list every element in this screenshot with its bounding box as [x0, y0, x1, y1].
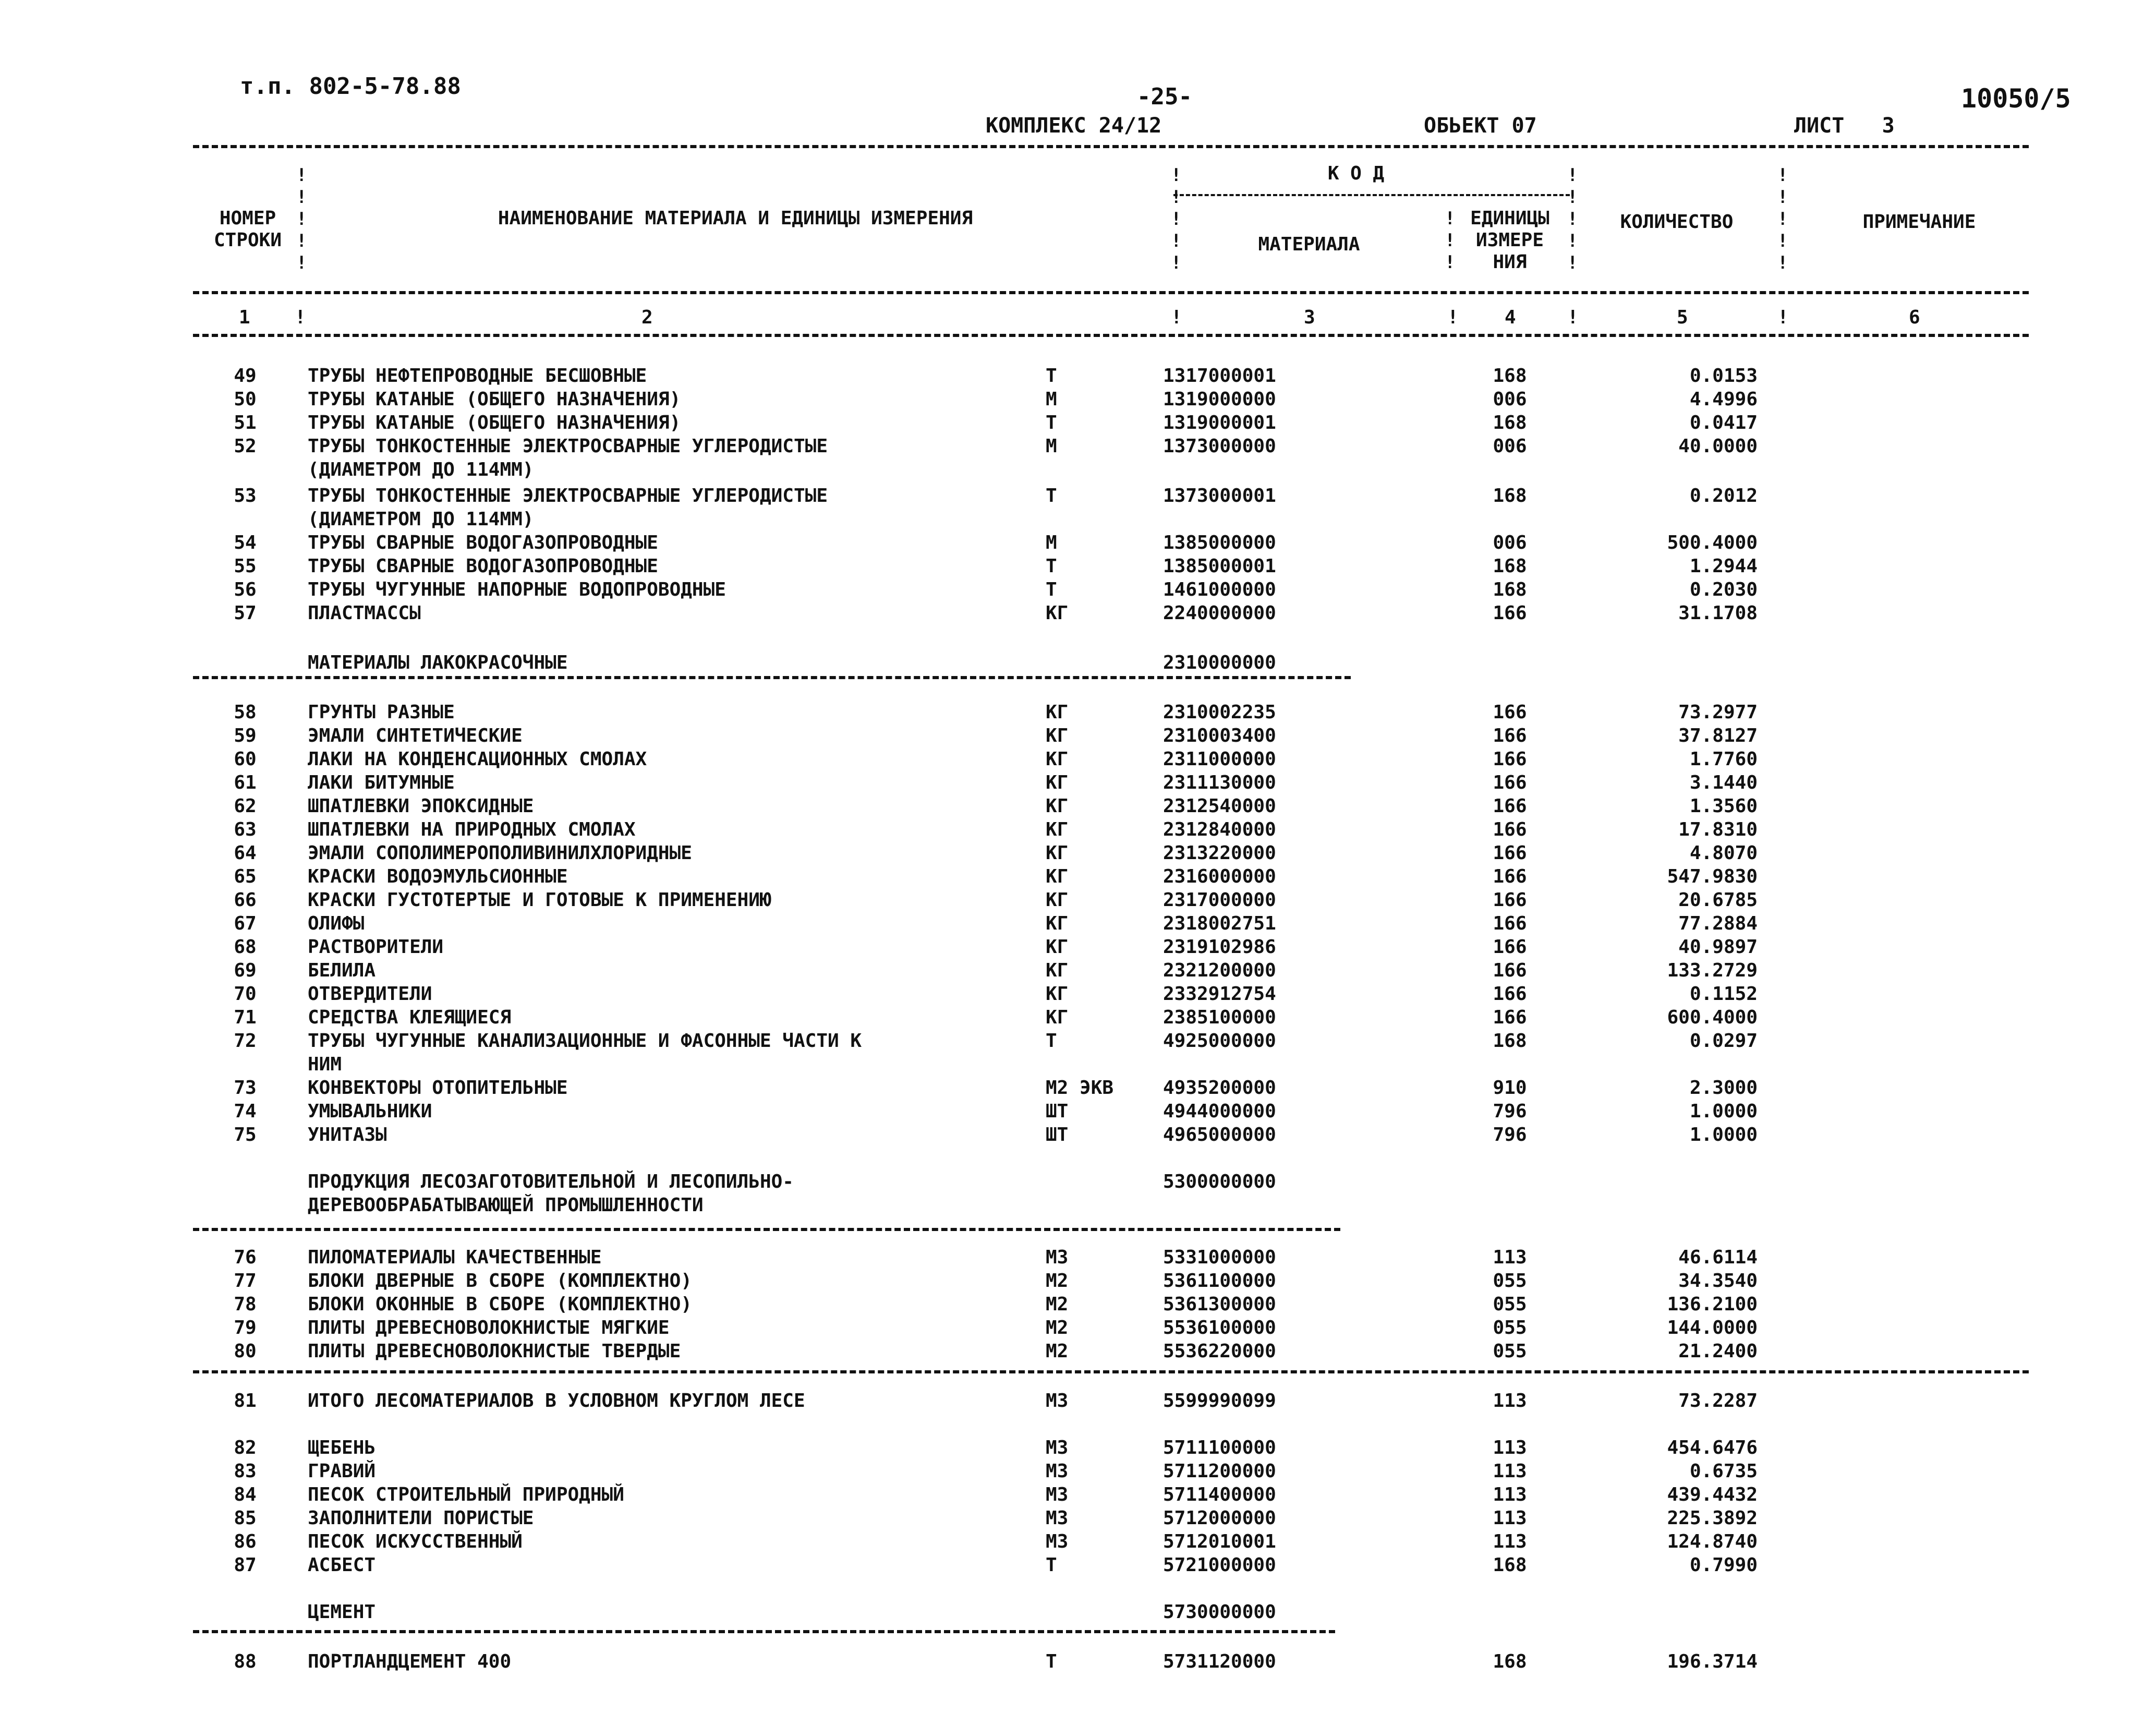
header-bars: ! ! ! ! ! [1171, 165, 1182, 273]
material-name: ТРУБЫ ТОНКОСТЕННЫЕ ЭЛЕКТРОСВАРНЫЕ УГЛЕРОДИСТЫЕ [308, 436, 828, 457]
material-name: КОНВЕКТОРЫ ОТОПИТЕЛЬНЫЕ [308, 1077, 568, 1099]
material-code: 5712010001 [1163, 1531, 1276, 1552]
code-subrule [1173, 194, 1570, 196]
row-number: 73 [234, 1077, 257, 1099]
quantity-value: 196.3714 [1667, 1651, 1758, 1672]
header-row-number: НОМЕР СТРОКИ [213, 208, 282, 251]
unit-code: 166 [1493, 960, 1527, 981]
unit-of-measure: М3 [1046, 1461, 1069, 1482]
unit-of-measure: М [1046, 436, 1057, 457]
col-number-3: 3 [1304, 307, 1315, 328]
quantity-value: 454.6476 [1667, 1437, 1758, 1458]
unit-code: 166 [1493, 602, 1527, 624]
material-name: ЗАПОЛНИТЕЛИ ПОРИСТЫЕ [308, 1507, 534, 1529]
unit-code: 113 [1493, 1390, 1527, 1412]
quantity-value: 73.2287 [1678, 1390, 1758, 1412]
quantity-value: 136.2100 [1667, 1294, 1758, 1315]
row-number: 56 [234, 579, 257, 600]
material-name: ТРУБЫ СВАРНЫЕ ВОДОГАЗОПРОВОДНЫЕ [308, 556, 658, 577]
quantity-value: 1.0000 [1689, 1101, 1758, 1122]
row-number: 64 [234, 842, 257, 864]
unit-code: 055 [1493, 1270, 1527, 1292]
material-name-continued: НИМ [308, 1054, 342, 1075]
unit-of-measure: М2 [1046, 1294, 1069, 1315]
material-code: 2311130000 [1163, 772, 1276, 793]
unit-code: 006 [1493, 436, 1527, 457]
unit-of-measure: Т [1046, 556, 1057, 577]
sheet-label: ЛИСТ 3 [1794, 114, 1895, 138]
row-number: 58 [234, 702, 257, 723]
material-code: 5711100000 [1163, 1437, 1276, 1458]
material-name: ШПАТЛЕВКИ ЭПОКСИДНЫЕ [308, 795, 534, 817]
unit-of-measure: М3 [1046, 1390, 1069, 1412]
unit-code: 168 [1493, 1554, 1527, 1576]
material-name-continued: ДЕРЕВООБРАБАТЫВАЮЩЕЙ ПРОМЫШЛЕННОСТИ [308, 1195, 704, 1216]
row-number: 83 [234, 1461, 257, 1482]
col-number-bars: ! [1777, 307, 1789, 328]
col-number-bars: ! [1171, 307, 1182, 328]
row-number: 84 [234, 1484, 257, 1505]
material-code: 4925000000 [1163, 1030, 1276, 1052]
material-name: УНИТАЗЫ [308, 1124, 387, 1145]
header-note: ПРИМЕЧАНИЕ [1862, 211, 1976, 233]
header-material-code: МАТЕРИАЛА [1258, 234, 1360, 255]
material-code: 2312840000 [1163, 819, 1276, 840]
material-code: 1373000001 [1163, 485, 1276, 506]
material-code: 1317000001 [1163, 365, 1276, 387]
material-name: БЛОКИ ОКОННЫЕ В СБОРЕ (КОМПЛЕКТНО) [308, 1294, 692, 1315]
material-code: 1373000000 [1163, 436, 1276, 457]
unit-code: 166 [1493, 866, 1527, 887]
unit-code: 166 [1493, 772, 1527, 793]
material-name: КРАСКИ ВОДОЭМУЛЬСИОННЫЕ [308, 866, 568, 887]
material-code: 2311000000 [1163, 749, 1276, 770]
quantity-value: 133.2729 [1667, 960, 1758, 981]
material-code: 5730000000 [1163, 1601, 1276, 1623]
row-number: 65 [234, 866, 257, 887]
quantity-value: 31.1708 [1678, 602, 1758, 624]
material-name: ТРУБЫ ЧУГУННЫЕ НАПОРНЫЕ ВОДОПРОВОДНЫЕ [308, 579, 726, 600]
material-name: ПРОДУКЦИЯ ЛЕСОЗАГОТОВИТЕЛЬНОЙ И ЛЕСОПИЛЬНО- [308, 1171, 794, 1192]
material-code: 2310003400 [1163, 725, 1276, 746]
unit-of-measure: Т [1046, 485, 1057, 506]
unit-code: 006 [1493, 532, 1527, 553]
quantity-value: 439.4432 [1667, 1484, 1758, 1505]
unit-of-measure: КГ [1046, 702, 1069, 723]
quantity-value: 37.8127 [1678, 725, 1758, 746]
section-rule [193, 1370, 2029, 1373]
unit-code: 113 [1493, 1531, 1527, 1552]
quantity-value: 73.2977 [1678, 702, 1758, 723]
unit-code: 796 [1493, 1101, 1527, 1122]
unit-of-measure: Т [1046, 365, 1057, 387]
material-name: ИТОГО ЛЕСОМАТЕРИАЛОВ В УСЛОВНОМ КРУГЛОМ ЛЕСЕ [308, 1390, 805, 1412]
material-code: 5331000000 [1163, 1247, 1276, 1268]
row-number: 72 [234, 1030, 257, 1052]
unit-code: 168 [1493, 579, 1527, 600]
col-number-5: 5 [1677, 307, 1688, 328]
unit-of-measure: КГ [1046, 602, 1069, 624]
material-name: ПЕСОК ИСКУССТВЕННЫЙ [308, 1531, 523, 1552]
material-code: 5300000000 [1163, 1171, 1276, 1192]
material-name: ТРУБЫ КАТАНЫЕ (ОБЩЕГО НАЗНАЧЕНИЯ) [308, 412, 681, 433]
material-name: ЩЕБЕНЬ [308, 1437, 376, 1458]
material-code: 5536220000 [1163, 1341, 1276, 1362]
material-code: 2312540000 [1163, 795, 1276, 817]
header-material-name: НАИМЕНОВАНИЕ МАТЕРИАЛА И ЕДИНИЦЫ ИЗМЕРЕНИЯ [498, 208, 973, 229]
material-name: ТРУБЫ КАТАНЫЕ (ОБЩЕГО НАЗНАЧЕНИЯ) [308, 389, 681, 410]
row-number: 74 [234, 1101, 257, 1122]
unit-code: 055 [1493, 1294, 1527, 1315]
material-code: 2385100000 [1163, 1007, 1276, 1028]
row-number: 81 [234, 1390, 257, 1412]
material-code: 2316000000 [1163, 866, 1276, 887]
unit-of-measure: Т [1046, 1554, 1057, 1576]
material-name: ЦЕМЕНТ [308, 1601, 376, 1623]
material-name: ПОРТЛАНДЦЕМЕНТ 400 [308, 1651, 512, 1672]
unit-code: 166 [1493, 702, 1527, 723]
unit-code: 166 [1493, 819, 1527, 840]
unit-of-measure: Т [1046, 412, 1057, 433]
quantity-value: 17.8310 [1678, 819, 1758, 840]
row-number: 77 [234, 1270, 257, 1292]
material-code: 5599990099 [1163, 1390, 1276, 1412]
material-code: 2317000000 [1163, 889, 1276, 911]
material-code: 1319000001 [1163, 412, 1276, 433]
complex-label: КОМПЛЕКС 24/12 [986, 114, 1162, 138]
row-number: 80 [234, 1341, 257, 1362]
unit-of-measure: КГ [1046, 842, 1069, 864]
material-code: 2319102986 [1163, 936, 1276, 958]
row-number: 63 [234, 819, 257, 840]
col-number-bars: ! [1447, 307, 1459, 328]
unit-code: 168 [1493, 1651, 1527, 1672]
row-number: 69 [234, 960, 257, 981]
unit-of-measure: ШТ [1046, 1124, 1069, 1145]
quantity-value: 0.2012 [1689, 485, 1758, 506]
unit-code: 168 [1493, 365, 1527, 387]
header-unit-code: ЕДИНИЦЫ ИЗМЕРЕ НИЯ [1470, 208, 1549, 273]
unit-code: 910 [1493, 1077, 1527, 1099]
unit-code: 168 [1493, 1030, 1527, 1052]
unit-code: 113 [1493, 1437, 1527, 1458]
unit-of-measure: КГ [1046, 889, 1069, 911]
quantity-value: 40.0000 [1678, 436, 1758, 457]
unit-of-measure: М3 [1046, 1484, 1069, 1505]
row-number: 86 [234, 1531, 257, 1552]
unit-code: 166 [1493, 936, 1527, 958]
quantity-value: 0.6735 [1689, 1461, 1758, 1482]
quantity-value: 0.0153 [1689, 365, 1758, 387]
material-code: 2313220000 [1163, 842, 1276, 864]
col-number-4: 4 [1505, 307, 1516, 328]
row-number: 76 [234, 1247, 257, 1268]
unit-code: 113 [1493, 1461, 1527, 1482]
quantity-value: 144.0000 [1667, 1317, 1758, 1338]
material-code: 2240000000 [1163, 602, 1276, 624]
quantity-value: 1.0000 [1689, 1124, 1758, 1145]
unit-code: 166 [1493, 725, 1527, 746]
col-number-bars: ! [295, 307, 306, 328]
material-code: 2310000000 [1163, 652, 1276, 673]
row-number: 75 [234, 1124, 257, 1145]
row-number: 53 [234, 485, 257, 506]
unit-code: 166 [1493, 889, 1527, 911]
unit-code: 166 [1493, 842, 1527, 864]
material-name: ПЕСОК СТРОИТЕЛЬНЫЙ ПРИРОДНЫЙ [308, 1484, 624, 1505]
quantity-value: 0.2030 [1689, 579, 1758, 600]
section-rule [193, 1630, 1335, 1633]
row-number: 70 [234, 983, 257, 1005]
row-number: 51 [234, 412, 257, 433]
unit-code: 166 [1493, 795, 1527, 817]
material-code: 4944000000 [1163, 1101, 1276, 1122]
unit-code: 166 [1493, 913, 1527, 934]
col-number-1: 1 [239, 307, 250, 328]
unit-of-measure: М2 [1046, 1341, 1069, 1362]
unit-of-measure: М2 [1046, 1270, 1069, 1292]
row-number: 82 [234, 1437, 257, 1458]
unit-of-measure: М3 [1046, 1247, 1069, 1268]
unit-of-measure: КГ [1046, 936, 1069, 958]
quantity-value: 1.7760 [1689, 749, 1758, 770]
material-name: БЕЛИЛА [308, 960, 376, 981]
quantity-value: 40.9897 [1678, 936, 1758, 958]
row-number: 61 [234, 772, 257, 793]
material-code: 5712000000 [1163, 1507, 1276, 1529]
unit-code: 006 [1493, 389, 1527, 410]
object-label: ОБЬЕКТ 07 [1424, 114, 1537, 138]
row-number: 71 [234, 1007, 257, 1028]
header-bars: ! ! ! ! ! [296, 165, 307, 273]
row-number: 55 [234, 556, 257, 577]
material-name: ОЛИФЫ [308, 913, 365, 934]
row-number: 78 [234, 1294, 257, 1315]
material-name: КРАСКИ ГУСТОТЕРТЫЕ И ГОТОВЫЕ К ПРИМЕНЕНИЮ [308, 889, 771, 911]
unit-code: 168 [1493, 485, 1527, 506]
material-name-continued: (ДИАМЕТРОМ ДО 114ММ) [308, 459, 534, 480]
material-name: ШПАТЛЕВКИ НА ПРИРОДНЫХ СМОЛАХ [308, 819, 636, 840]
material-code: 4965000000 [1163, 1124, 1276, 1145]
material-name: РАСТВОРИТЕЛИ [308, 936, 444, 958]
unit-of-measure: КГ [1046, 1007, 1069, 1028]
unit-code: 166 [1493, 983, 1527, 1005]
unit-code: 113 [1493, 1247, 1527, 1268]
material-code: 5711400000 [1163, 1484, 1276, 1505]
unit-of-measure: М2 [1046, 1317, 1069, 1338]
row-number: 60 [234, 749, 257, 770]
material-name: УМЫВАЛЬНИКИ [308, 1101, 432, 1122]
unit-of-measure: КГ [1046, 725, 1069, 746]
header-code: К О Д [1327, 163, 1385, 184]
material-code: 1319000000 [1163, 389, 1276, 410]
row-number: 88 [234, 1651, 257, 1672]
material-code: 5721000000 [1163, 1554, 1276, 1576]
unit-of-measure: Т [1046, 579, 1057, 600]
row-number: 59 [234, 725, 257, 746]
unit-of-measure: КГ [1046, 819, 1069, 840]
material-code: 5536100000 [1163, 1317, 1276, 1338]
material-name: ТРУБЫ ТОНКОСТЕННЫЕ ЭЛЕКТРОСВАРНЫЕ УГЛЕРОДИСТЫЕ [308, 485, 828, 506]
row-number: 50 [234, 389, 257, 410]
unit-of-measure: М3 [1046, 1531, 1069, 1552]
material-code: 2318002751 [1163, 913, 1276, 934]
material-code: 1385000001 [1163, 556, 1276, 577]
row-number: 52 [234, 436, 257, 457]
quantity-value: 600.4000 [1667, 1007, 1758, 1028]
unit-of-measure: КГ [1046, 749, 1069, 770]
col-number-6: 6 [1909, 307, 1920, 328]
document-reference: т.п. 802-5-78.88 [240, 73, 461, 100]
quantity-value: 1.3560 [1689, 795, 1758, 817]
material-name: ТРУБЫ СВАРНЫЕ ВОДОГАЗОПРОВОДНЫЕ [308, 532, 658, 553]
unit-code: 796 [1493, 1124, 1527, 1145]
material-name: ПЛИТЫ ДРЕВЕСНОВОЛОКНИСТЫЕ МЯГКИЕ [308, 1317, 670, 1338]
material-name: ЛАКИ НА КОНДЕНСАЦИОННЫХ СМОЛАХ [308, 749, 647, 770]
material-name: ПИЛОМАТЕРИАЛЫ КАЧЕСТВЕННЫЕ [308, 1247, 602, 1268]
material-name: АСБЕСТ [308, 1554, 376, 1576]
row-number: 79 [234, 1317, 257, 1338]
material-code: 1385000000 [1163, 532, 1276, 553]
unit-code: 168 [1493, 556, 1527, 577]
row-number: 62 [234, 795, 257, 817]
unit-code: 166 [1493, 749, 1527, 770]
header-quantity: КОЛИЧЕСТВО [1620, 211, 1734, 233]
header-rule-mid [193, 291, 2029, 294]
unit-of-measure: Т [1046, 1030, 1057, 1052]
material-name: ОТВЕРДИТЕЛИ [308, 983, 432, 1005]
material-code: 2321200000 [1163, 960, 1276, 981]
quantity-value: 46.6114 [1678, 1247, 1758, 1268]
material-name: ПЛАСТМАССЫ [308, 602, 421, 624]
header-bars: ! ! ! ! ! [1567, 165, 1578, 273]
col-number-bars: ! [1567, 307, 1579, 328]
unit-of-measure: КГ [1046, 983, 1069, 1005]
header-bars: ! ! ! ! ! [1777, 165, 1788, 273]
quantity-value: 3.1440 [1689, 772, 1758, 793]
material-code: 2310002235 [1163, 702, 1276, 723]
row-number: 57 [234, 602, 257, 624]
material-name: ГРУНТЫ РАЗНЫЕ [308, 702, 455, 723]
unit-of-measure: М [1046, 389, 1057, 410]
quantity-value: 0.7990 [1689, 1554, 1758, 1576]
quantity-value: 34.3540 [1678, 1270, 1758, 1292]
section-rule [193, 1228, 1340, 1231]
row-number: 66 [234, 889, 257, 911]
unit-of-measure: КГ [1046, 795, 1069, 817]
header-bars: ! ! ! [1445, 208, 1456, 273]
quantity-value: 21.2400 [1678, 1341, 1758, 1362]
quantity-value: 0.0417 [1689, 412, 1758, 433]
quantity-value: 1.2944 [1689, 556, 1758, 577]
header-rule-top [193, 145, 2029, 148]
quantity-value: 4.8070 [1689, 842, 1758, 864]
unit-of-measure: КГ [1046, 866, 1069, 887]
material-name: МАТЕРИАЛЫ ЛАКОКРАСОЧНЫЕ [308, 652, 568, 673]
unit-of-measure: КГ [1046, 772, 1069, 793]
material-name: БЛОКИ ДВЕРНЫЕ В СБОРЕ (КОМПЛЕКТНО) [308, 1270, 692, 1292]
col-number-2: 2 [641, 307, 653, 328]
material-name: ГРАВИЙ [308, 1461, 376, 1482]
unit-of-measure: КГ [1046, 913, 1069, 934]
material-code: 5361100000 [1163, 1270, 1276, 1292]
unit-of-measure: М3 [1046, 1437, 1069, 1458]
archive-stamp: 10050/5 [1961, 83, 2071, 114]
material-code: 5711200000 [1163, 1461, 1276, 1482]
unit-of-measure: М [1046, 532, 1057, 553]
quantity-value: 225.3892 [1667, 1507, 1758, 1529]
quantity-value: 0.1152 [1689, 983, 1758, 1005]
quantity-value: 124.8740 [1667, 1531, 1758, 1552]
material-code: 4935200000 [1163, 1077, 1276, 1099]
material-name: ЭМАЛИ СИНТЕТИЧЕСКИЕ [308, 725, 523, 746]
unit-code: 055 [1493, 1317, 1527, 1338]
material-code: 1461000000 [1163, 579, 1276, 600]
material-name-continued: (ДИАМЕТРОМ ДО 114ММ) [308, 509, 534, 530]
material-name: ТРУБЫ ЧУГУННЫЕ КАНАЛИЗАЦИОННЫЕ И ФАСОННЫЕ ЧАСТИ К [308, 1030, 862, 1052]
quantity-value: 547.9830 [1667, 866, 1758, 887]
material-code: 2332912754 [1163, 983, 1276, 1005]
quantity-value: 500.4000 [1667, 532, 1758, 553]
unit-code: 168 [1493, 412, 1527, 433]
row-number: 87 [234, 1554, 257, 1576]
unit-code: 113 [1493, 1484, 1527, 1505]
unit-of-measure: ШТ [1046, 1101, 1069, 1122]
quantity-value: 77.2884 [1678, 913, 1758, 934]
unit-of-measure: КГ [1046, 960, 1069, 981]
material-name: ЭМАЛИ СОПОЛИМЕРОПОЛИВИНИЛХЛОРИДНЫЕ [308, 842, 692, 864]
row-number: 67 [234, 913, 257, 934]
material-name: СРЕДСТВА КЛЕЯЩИЕСЯ [308, 1007, 512, 1028]
row-number: 49 [234, 365, 257, 387]
unit-of-measure: Т [1046, 1651, 1057, 1672]
unit-code: 166 [1493, 1007, 1527, 1028]
material-name: ЛАКИ БИТУМНЫЕ [308, 772, 455, 793]
quantity-value: 20.6785 [1678, 889, 1758, 911]
unit-of-measure: М2 ЭКВ [1046, 1077, 1114, 1099]
header-rule-bottom [193, 334, 2029, 337]
quantity-value: 2.3000 [1689, 1077, 1758, 1099]
unit-code: 113 [1493, 1507, 1527, 1529]
material-code: 5361300000 [1163, 1294, 1276, 1315]
quantity-value: 4.4996 [1689, 389, 1758, 410]
material-name: ПЛИТЫ ДРЕВЕСНОВОЛОКНИСТЫЕ ТВЕРДЫЕ [308, 1341, 681, 1362]
row-number: 68 [234, 936, 257, 958]
quantity-value: 0.0297 [1689, 1030, 1758, 1052]
material-code: 5731120000 [1163, 1651, 1276, 1672]
row-number: 54 [234, 532, 257, 553]
unit-of-measure: М3 [1046, 1507, 1069, 1529]
section-rule [193, 676, 1351, 679]
material-name: ТРУБЫ НЕФТЕПРОВОДНЫЕ БЕСШОВНЫЕ [308, 365, 647, 387]
page-number: -25- [1137, 83, 1192, 110]
unit-code: 055 [1493, 1341, 1527, 1362]
row-number: 85 [234, 1507, 257, 1529]
